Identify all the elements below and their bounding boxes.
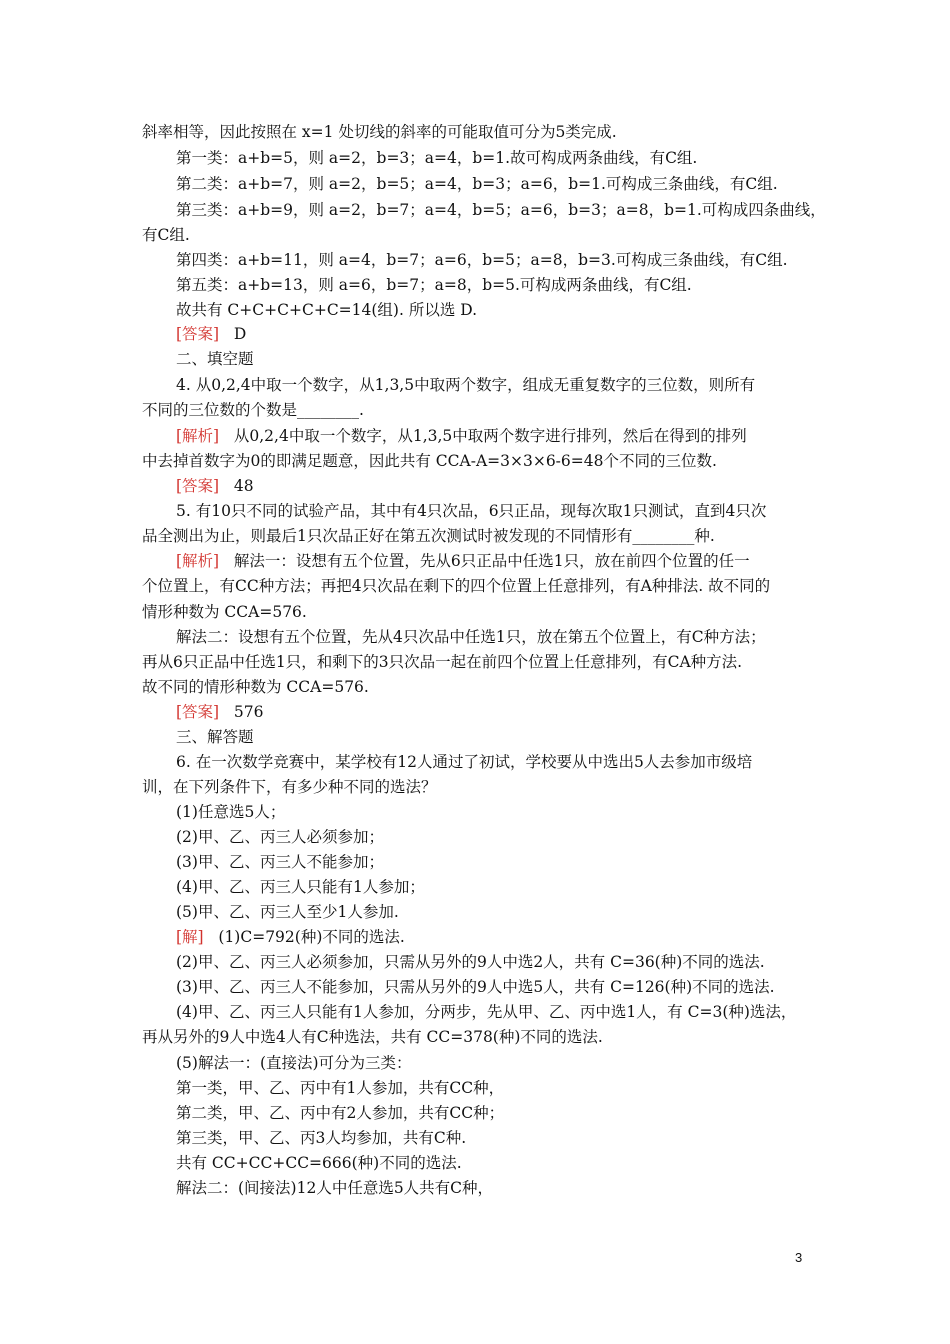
line-text: 解法二：设想有五个位置，先从4只次品中任选1只，放在第五个位置上，有C种方法； [176,628,766,646]
text-line [176,147,697,169]
text-line [176,199,826,221]
text-line [176,374,755,396]
text-line [176,876,425,898]
text-line [142,450,717,472]
line-text: 第四类：a+b=11，则 a=4，b=7；a=6，b=5；a=8，b=3.可构成三条曲线，有C组. [176,251,788,269]
line-text: 5. 有10只不同的试验产品，其中有4只次品，6只正品，现每次取1只测试，直到4只次 [176,502,767,520]
line-text: 故共有 C+C+C+C+C=14(组). 所以选 D. [176,301,478,319]
line-text: 4. 从0,2,4中取一个数字，从1,3,5中取两个数字，组成无重复数字的三位数，则所有 [176,376,756,394]
analysis-line [176,425,747,447]
line-text: (4)甲、乙、丙三人只能有1人参加； [176,878,425,896]
line-text: (2)甲、乙、丙三人必须参加； [176,828,384,846]
analysis-tag: [解析] [176,427,220,445]
line-text: 三、解答题 [176,728,254,746]
answer-tag: [答案] [176,477,220,495]
text-line [142,525,715,547]
page-number: 3 [795,1250,803,1265]
line-text: 第一类：a+b=5，则 a=2，b=3；a=4，b=1.故可构成两条曲线，有C组. [176,149,698,167]
line-text: 第五类：a+b=13，则 a=6，b=7；a=8，b=5.可构成两条曲线，有C组. [176,276,692,294]
text-line [176,851,384,873]
line-text: 训，在下列条件下，有多少种不同的选法？ [142,778,437,796]
line-text: 再从6只正品中任选1只，和剩下的3只次品一起在前四个位置上任意排列，有CA种方法. [142,653,743,671]
text-line [142,651,742,673]
line-text: 第三类：a+b=9，则 a=2，b=7；a=4，b=5；a=6，b=3；a=8，b=1.可构成四条曲线， [176,201,826,219]
text-line [176,1001,796,1023]
line-text: D [233,325,247,343]
text-line [176,826,384,848]
answer-line [176,475,254,497]
line-text: 6. 在一次数学竞赛中，某学校有12人通过了初试，学校要从中选出5人去参加市级培 [176,753,753,771]
line-text: (1)任意选5人； [176,803,286,821]
text-line [142,676,369,698]
analysis-tag: [解析] [176,552,220,570]
solution-line [176,926,405,948]
line-text: (3)甲、乙、丙三人不能参加； [176,853,384,871]
text-line [142,399,364,421]
text-line [176,801,285,823]
text-line [142,575,770,597]
text-line [176,901,399,923]
text-line [176,1127,466,1149]
text-line [176,1077,504,1099]
line-text: (3)甲、乙、丙三人不能参加，只需从另外的9人中选5人，共有 C=126(种)不同的选法. [176,978,775,996]
line-text: 品全测出为止，则最后1只次品正好在第五次测试时被发现的不同情形有________种. [142,527,715,545]
line-text: 解法一：设想有五个位置，先从6只正品中任选1只，放在前四个位置的任一 [233,552,750,570]
line-text: 48 [233,477,254,495]
text-line [176,1152,462,1174]
text-line [176,249,788,271]
line-text: 共有 CC+CC+CC=666(种)不同的选法. [176,1154,462,1172]
section-heading [176,348,254,370]
line-text: 576 [233,703,264,721]
line-text: 第一类，甲、乙、丙中有1人参加，共有CC种， [176,1079,505,1097]
text-line [176,976,775,998]
line-text: (5)解法一：(直接法)可分为三类： [176,1054,412,1072]
solution-tag: [解] [176,928,204,946]
line-text: 有C组. [142,226,190,244]
line-text: (4)甲、乙、丙三人只能有1人参加，分两步，先从甲、乙、丙中选1人，有 C=3(种)选法， [176,1003,797,1021]
answer-tag: [答案] [176,325,220,343]
line-text: 不同的三位数的个数是________. [142,401,364,419]
section-heading [176,726,254,748]
line-text: 故不同的情形种数为 CCA=576. [142,678,369,696]
text-line [176,626,766,648]
text-line [176,1102,504,1124]
text-line [176,951,765,973]
text-line [142,121,617,143]
line-text: 第二类，甲、乙、丙中有2人参加，共有CC种； [176,1104,505,1122]
line-text: (2)甲、乙、丙三人必须参加，只需从另外的9人中选2人，共有 C=36(种)不同的选法. [176,953,765,971]
text-line [142,601,307,623]
line-text: 从0,2,4中取一个数字，从1,3,5中取两个数字进行排列，然后在得到的排列 [233,427,747,445]
line-text: 二、填空题 [176,350,254,368]
line-text: 解法二：(间接法)12人中任意选5人共有C种， [176,1179,494,1197]
answer-line [176,701,263,723]
line-text: 中去掉首数字为0的即满足题意，因此共有 CCA-A=3×3×6-6=48个不同的三位数. [142,452,717,470]
line-text: (5)甲、乙、丙三人至少1人参加. [176,903,399,921]
line-text: 第三类，甲、乙、丙3人均参加，共有C种. [176,1129,467,1147]
line-text: 再从另外的9人中选4人有C种选法，共有 CC=378(种)不同的选法. [142,1028,603,1046]
answer-line [176,323,246,345]
line-text: 个位置上，有CC种方法；再把4只次品在剩下的四个位置上任意排列，有A种排法. 故不同的 [142,577,771,595]
text-line [176,500,766,522]
answer-tag: [答案] [176,703,220,721]
text-line [176,299,477,321]
text-line [176,1052,412,1074]
text-line [176,1177,493,1199]
line-text: 情形种数为 CCA=576. [142,603,307,621]
line-text: (1)C=792(种)不同的选法. [218,928,405,946]
text-line [176,751,752,773]
line-text: 第二类：a+b=7，则 a=2，b=5；a=4，b=3；a=6，b=1.可构成三条曲线，有C组. [176,175,778,193]
text-line [176,274,692,296]
text-line [176,173,778,195]
line-text: 斜率相等，因此按照在 x=1 处切线的斜率的可能取值可分为5类完成. [142,123,617,141]
text-line [142,1026,603,1048]
analysis-line [176,550,750,572]
text-line [142,224,190,246]
text-line [142,776,437,798]
